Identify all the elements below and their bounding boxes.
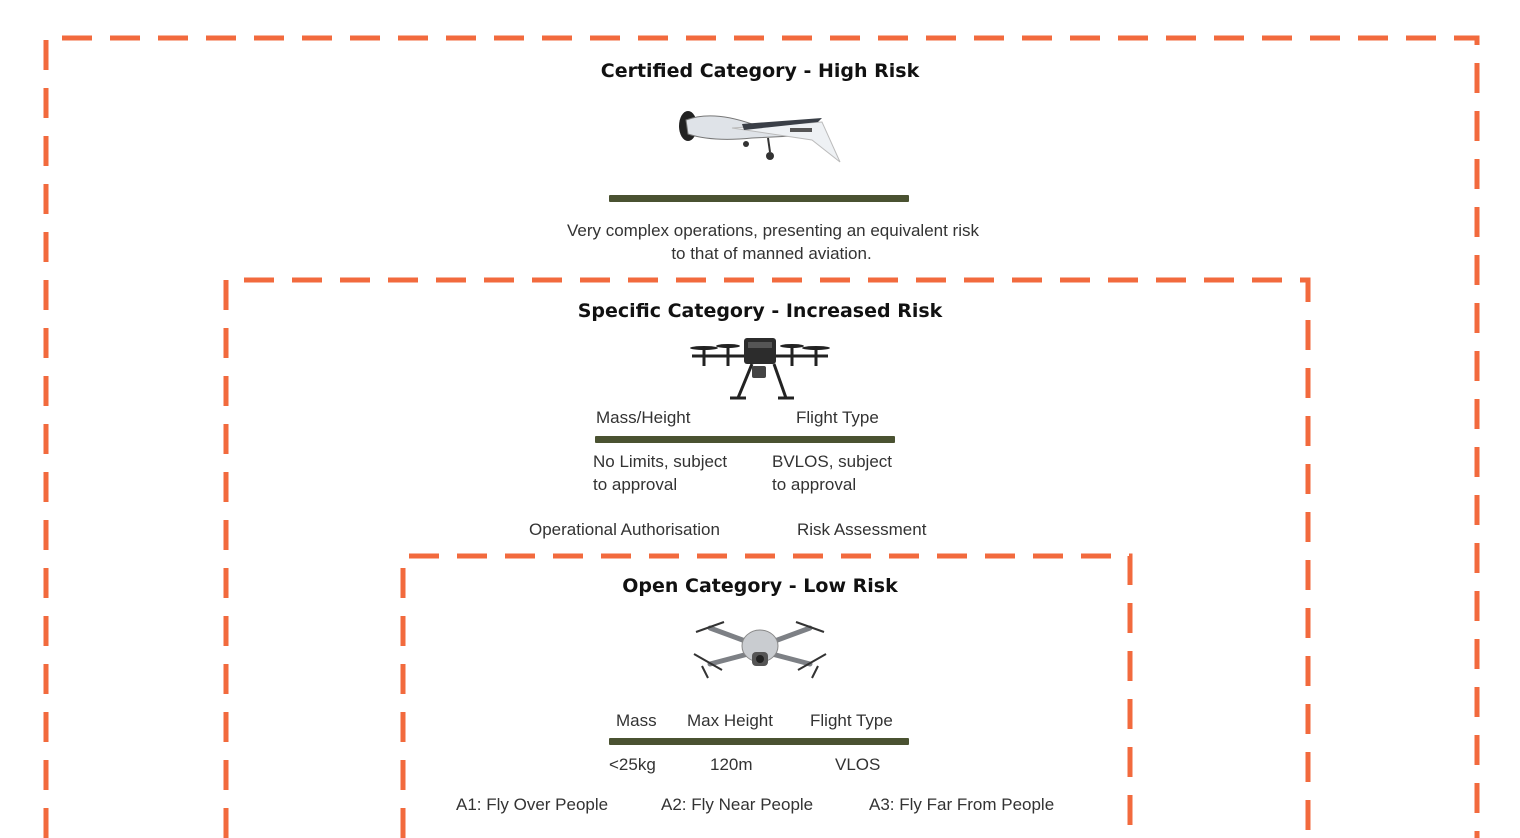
specific-title: Specific Category - Increased Risk [577,300,943,322]
consumer-drone-icon [688,614,832,682]
specific-col2-header: Flight Type [796,408,879,427]
open-subcategory-a1: A1: Fly Over People [456,795,609,814]
certified-desc-line1: Very complex operations, presenting an equivalent risk [566,221,979,240]
open-divider [609,738,909,745]
open-header-mass: Mass [616,711,657,730]
specific-col1-value-line1: No Limits, subject [593,452,728,471]
specific-col2-value-line2: to approval [772,475,857,494]
open-subcategory-a2: A2: Fly Near People [661,795,814,814]
open-header-max-height: Max Height [687,711,773,730]
open-value-flight-type: VLOS [835,755,881,774]
certified-title: Certified Category - High Risk [600,60,920,82]
specific-col1-header: Mass/Height [596,408,691,427]
industrial-quadcopter-icon [682,336,838,404]
specific-col1-value-line2: to approval [593,475,678,494]
open-header-flight-type: Flight Type [810,711,893,730]
open-title: Open Category - Low Risk [622,575,898,597]
specific-requirement-authorisation: Operational Authorisation [529,520,720,539]
specific-divider [595,436,895,443]
fixed-wing-drone-icon [672,104,848,166]
specific-requirement-risk-assessment: Risk Assessment [797,520,927,539]
certified-desc-line2: to that of manned aviation. [671,244,872,263]
specific-col2-value-line1: BVLOS, subject [772,452,893,471]
certified-divider [609,195,909,202]
open-value-mass: <25kg [609,755,656,774]
open-value-max-height: 120m [710,755,753,774]
open-subcategory-a3: A3: Fly Far From People [869,795,1055,814]
